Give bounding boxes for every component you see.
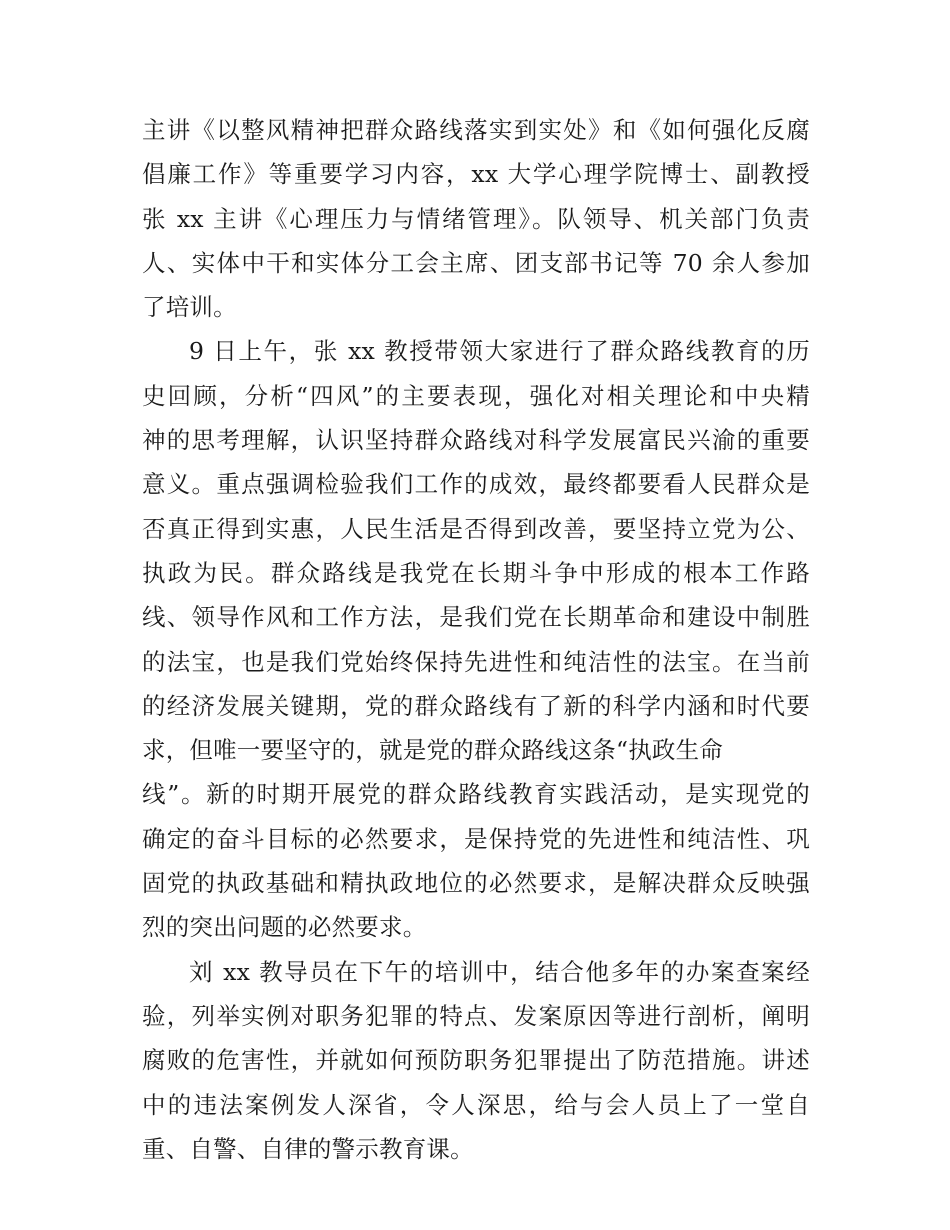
text-line: 主讲《以整风精神把群众路线落实到实处》和《如何强化反腐	[142, 116, 810, 144]
paragraph-2	[142, 329, 810, 949]
text-line: 中的违法案例发人深省，令人深思，给与会人员上了一堂自	[142, 1090, 810, 1119]
text-line: 重、自警、自律的警示教育课。	[142, 1134, 474, 1163]
text-line: 线、领导作风和工作方法，是我们党在长期革命和建设中制胜	[142, 603, 810, 632]
text-line: 刘 xx 教导员在下午的培训中，结合他多年的办案查案经	[189, 957, 810, 986]
text-line: 否真正得到实惠，人民生活是否得到改善，要坚持立党为公、	[142, 514, 810, 543]
text-line: 固党的执政基础和精执政地位的必然要求，是解决群众反映强	[142, 869, 810, 898]
text-line: 史回顾，分析“四风”的主要表现，强化对相关理论和中央精	[142, 381, 810, 410]
text-line: 的经济发展关键期，党的群众路线有了新的科学内涵和时代要	[142, 691, 810, 720]
paragraph-1	[142, 108, 810, 329]
text-line: 烈的突出问题的必然要求。	[142, 913, 427, 942]
paragraph-3	[142, 950, 810, 1171]
text-line: 验，列举实例对职务犯罪的特点、发案原因等进行剖析，阐明	[142, 1001, 810, 1030]
text-line: 意义。重点强调检验我们工作的成效，最终都要看人民群众是	[142, 470, 810, 499]
text-line: 人、实体中干和实体分工会主席、团支部书记等 70 余人参加	[142, 248, 810, 277]
text-line: 张 xx 主讲《心理压力与情绪管理》。队领导、机关部门负责	[142, 204, 810, 233]
text-line: 执政为民。群众路线是我党在长期斗争中形成的根本工作路	[142, 558, 810, 587]
text-line: 倡廉工作》等重要学习内容，xx 大学心理学院博士、副教授	[142, 160, 810, 189]
text-line: 求，但唯一要坚守的，就是党的群众路线这条“执政生命	[142, 736, 724, 765]
text-line: 腐败的危害性，并就如何预防职务犯罪提出了防范措施。讲述	[142, 1046, 810, 1075]
text-line: 的法宝，也是我们党始终保持先进性和纯洁性的法宝。在当前	[142, 647, 810, 676]
text-line: 线”。新的时期开展党的群众路线教育实践活动，是实现党的	[142, 780, 810, 809]
text-line: 神的思考理解，认识坚持群众路线对科学发展富民兴渝的重要	[142, 426, 810, 455]
text-line: 了培训。	[142, 293, 237, 322]
text-line: 9 日上午，张 xx 教授带领大家进行了群众路线教育的历	[189, 337, 810, 366]
text-line: 确定的奋斗目标的必然要求，是保持党的先进性和纯洁性、巩	[142, 824, 810, 853]
document-body	[142, 108, 810, 1171]
